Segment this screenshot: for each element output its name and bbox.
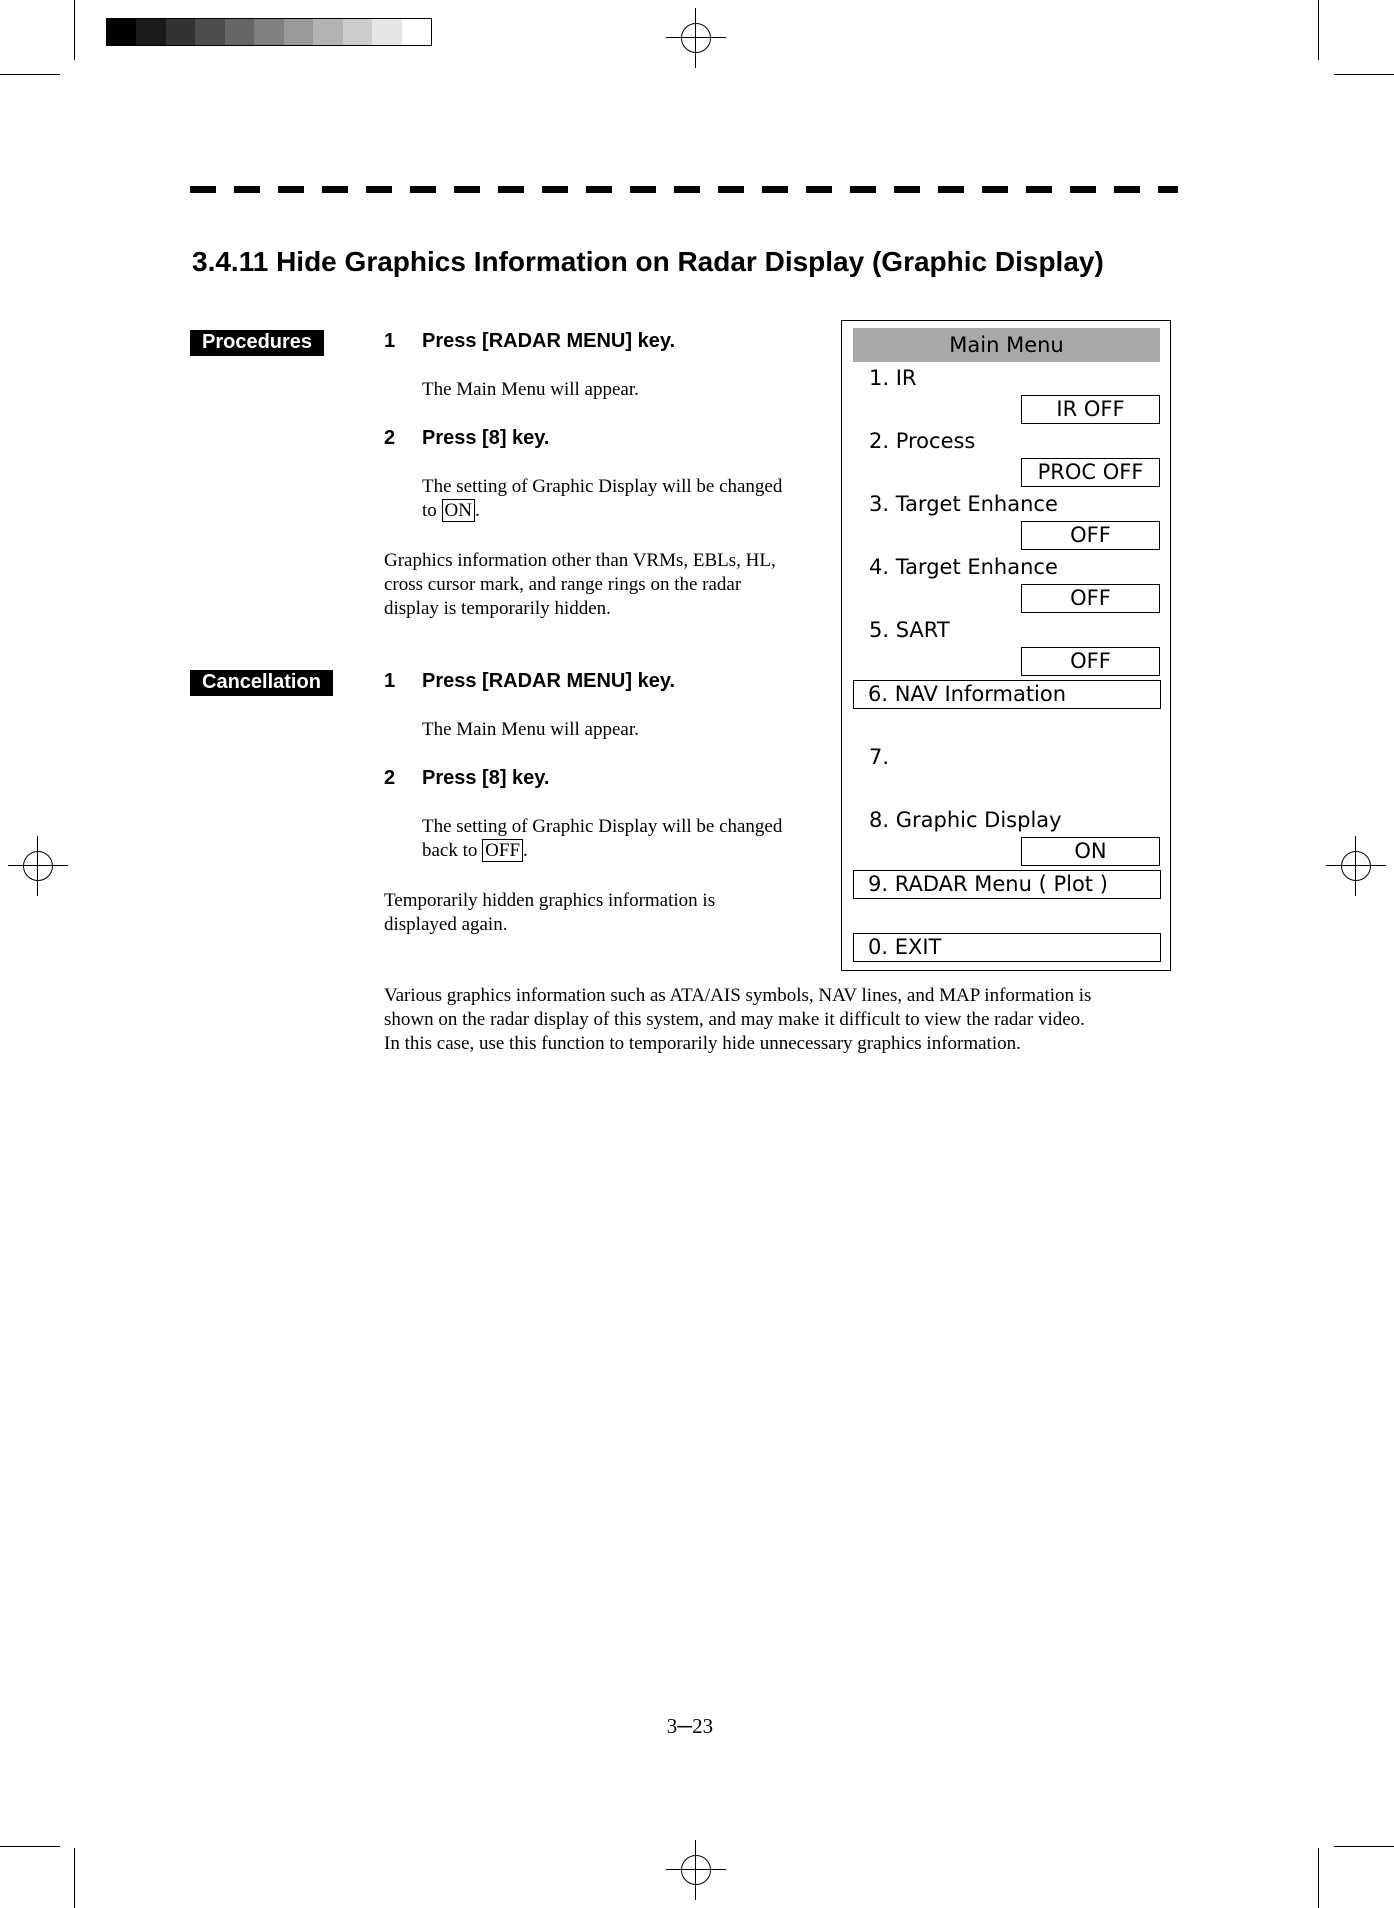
menu-value-sart: OFF: [1021, 647, 1160, 676]
crop-mark: [1334, 74, 1394, 75]
menu-item-radar-menu-plot: 9. RADAR Menu ( Plot ): [853, 870, 1161, 899]
procedures-step-1-heading: 1 Press [RADAR MENU] key.: [384, 330, 676, 352]
registration-mark-left: [8, 836, 68, 896]
menu-item-sart: 5. SART: [869, 618, 950, 642]
procedures-step-1-text: The Main Menu will appear.: [422, 379, 639, 400]
on-value-box: ON: [442, 499, 475, 522]
crop-mark: [74, 0, 75, 60]
cancellation-step-2-heading: 2 Press [8] key.: [384, 767, 550, 789]
dashed-rule: [190, 186, 1178, 193]
menu-value-target-enhance-3: OFF: [1021, 521, 1160, 550]
menu-item-target-enhance-4: 4. Target Enhance: [869, 555, 1058, 579]
off-value-box: OFF: [482, 839, 523, 862]
crop-mark: [0, 74, 60, 75]
crop-mark: [1318, 1848, 1319, 1908]
menu-item-ir: 1. IR: [869, 366, 917, 390]
registration-mark-right: [1326, 836, 1386, 896]
menu-value-graphic-display: ON: [1021, 837, 1160, 866]
crop-mark: [0, 1846, 60, 1847]
menu-title: Main Menu: [853, 328, 1160, 362]
page-number: 3─23: [666, 1714, 714, 1738]
color-calibration-strip: [106, 18, 432, 46]
menu-item-7: 7.: [869, 745, 890, 769]
cancellation-step-1-text: The Main Menu will appear.: [422, 719, 639, 740]
procedures-step-2-heading: 2 Press [8] key.: [384, 427, 550, 449]
registration-mark-bottom: [666, 1840, 726, 1900]
main-menu-panel: [841, 320, 1171, 971]
procedures-step-2-text: The setting of Graphic Display will be changed to ON .: [422, 476, 783, 521]
crop-mark: [1318, 0, 1319, 60]
menu-value-process: PROC OFF: [1021, 458, 1160, 487]
menu-item-exit: 0. EXIT: [853, 933, 1161, 962]
cancellation-tag: Cancellation: [190, 670, 333, 696]
crop-mark: [74, 1848, 75, 1908]
procedures-note: Graphics information other than VRMs, EBLs, HL, cross cursor mark, and range rings on the radar display is temporarily hidden.: [384, 550, 776, 619]
section-title: 3.4.11 Hide Graphics Information on Radar Display (Graphic Display): [192, 246, 1104, 277]
menu-value-ir: IR OFF: [1021, 395, 1160, 424]
menu-item-target-enhance-3: 3. Target Enhance: [869, 492, 1058, 516]
menu-value-target-enhance-4: OFF: [1021, 584, 1160, 613]
menu-item-graphic-display: 8. Graphic Display: [869, 808, 1062, 832]
cancellation-note: Temporarily hidden graphics information is displayed again.: [384, 890, 716, 935]
cancellation-step-1-heading: 1 Press [RADAR MENU] key.: [384, 670, 676, 692]
menu-item-nav-information: 6. NAV Information: [853, 680, 1161, 709]
cancellation-step-2-text: The setting of Graphic Display will be changed back to OFF .: [422, 816, 783, 861]
procedures-tag: Procedures: [190, 330, 324, 356]
footer-note: Various graphics information such as ATA/AIS symbols, NAV lines, and MAP information is shown on the radar display of this system, and may make it difficult to view the radar video. In this case, use this function to temporarily hide unnecessary graphics information.: [384, 985, 1092, 1054]
crop-mark: [1334, 1846, 1394, 1847]
registration-mark-top: [666, 8, 726, 68]
menu-item-process: 2. Process: [869, 429, 976, 453]
